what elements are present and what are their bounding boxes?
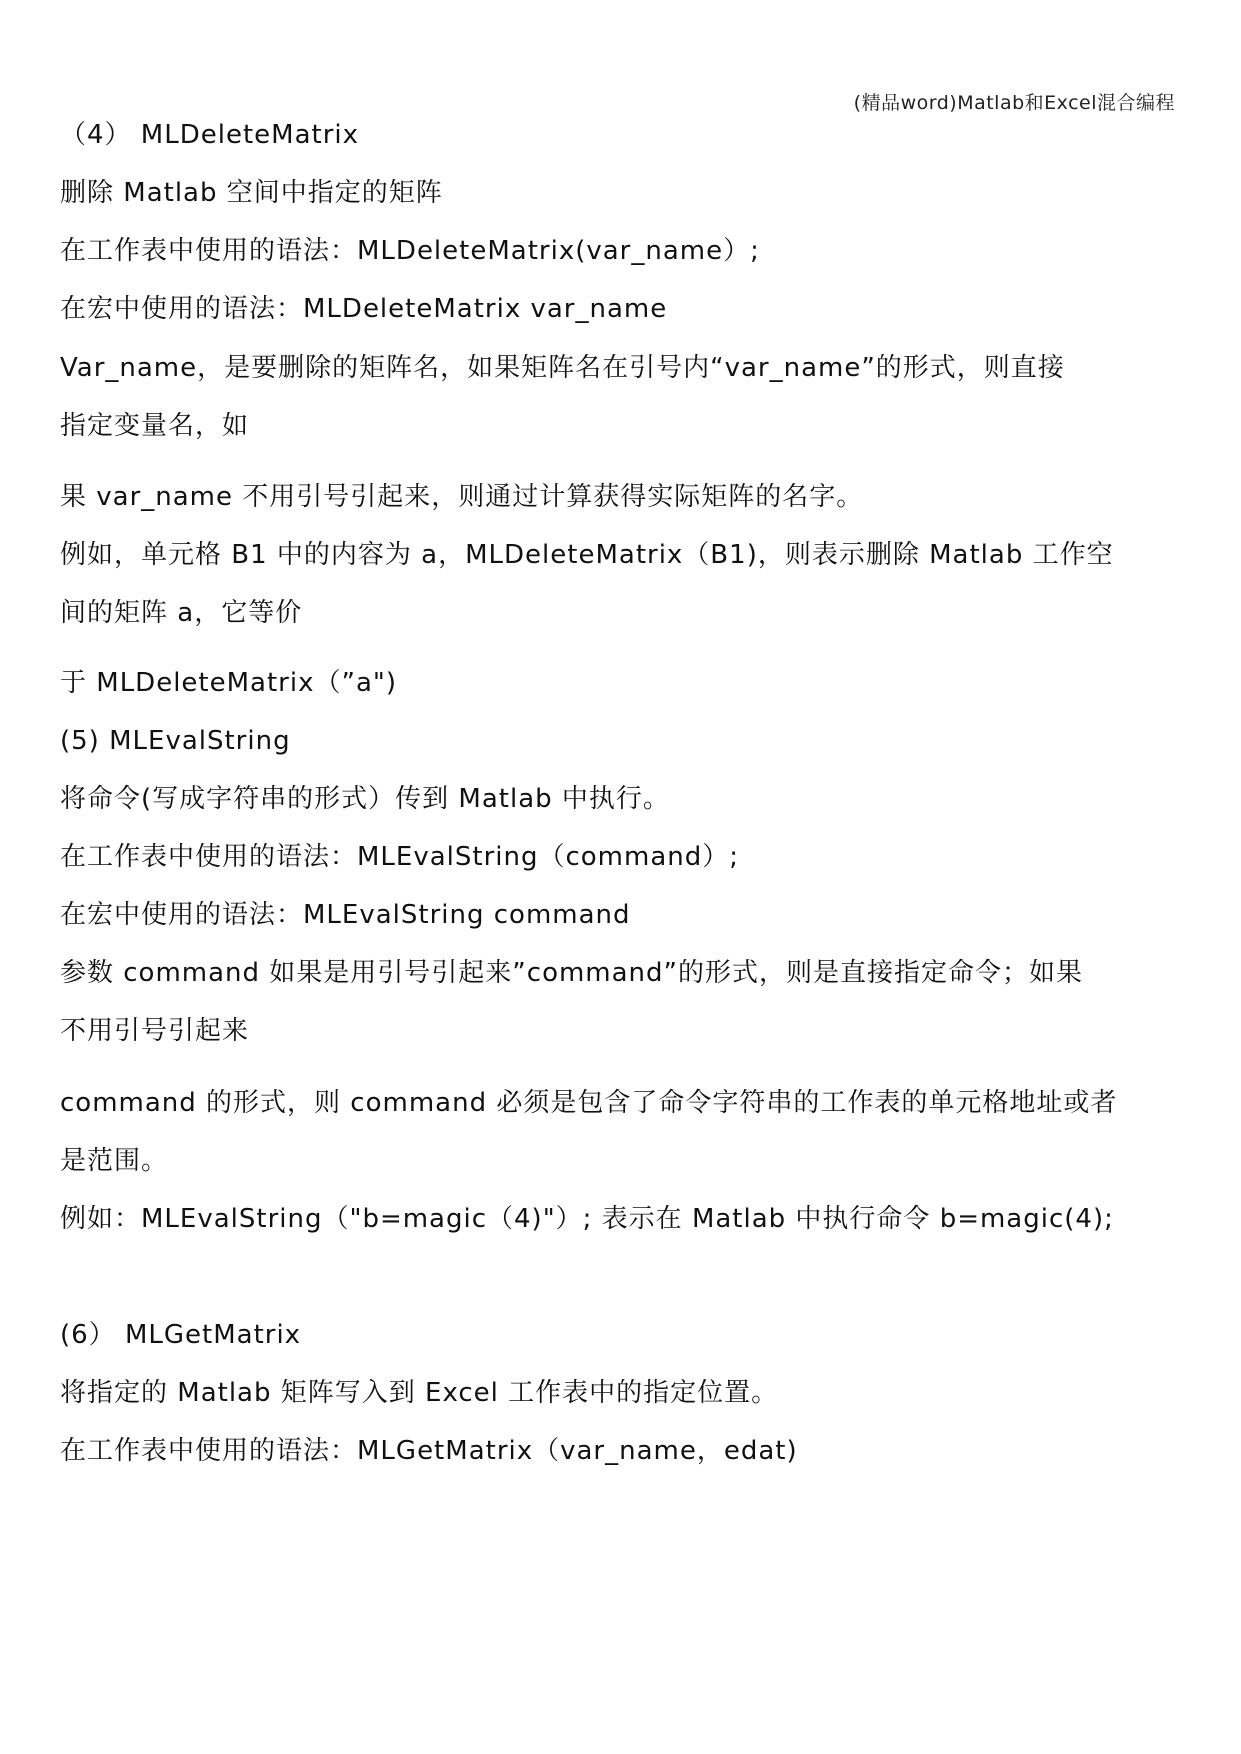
paragraph-line: command 的形式，则 command 必须是包含了命令字符串的工作表的单元格地址或者: [60, 1088, 1118, 1118]
paragraph-line: 参数 command 如果是用引号引起来”command”的形式，则是直接指定命令；如果: [60, 958, 1084, 988]
paragraph-line: 在工作表中使用的语法：MLGetMatrix（var_name，edat): [60, 1436, 798, 1466]
paragraph-line: 指定变量名，如: [60, 411, 250, 441]
paragraph-line: 在工作表中使用的语法：MLDeleteMatrix(var_name）;: [60, 236, 760, 266]
paragraph-line: 于 MLDeleteMatrix（”a"): [60, 668, 397, 698]
paragraph-line: 不用引号引起来: [60, 1016, 250, 1046]
paragraph-line: 在工作表中使用的语法：MLEvalString（command）;: [60, 842, 740, 872]
paragraph-line: Var_name，是要删除的矩阵名，如果矩阵名在引号内“var_name”的形式，则直接: [60, 353, 1065, 383]
section-heading-4: （4） MLDeleteMatrix: [60, 120, 360, 150]
section-heading-5: (5) MLEvalString: [60, 726, 291, 756]
paragraph-line: 例如，单元格 B1 中的内容为 a，MLDeleteMatrix（B1)，则表示删除 Matlab 工作空: [60, 540, 1114, 570]
paragraph-line: 将命令(写成字符串的形式）传到 Matlab 中执行。: [60, 784, 670, 814]
paragraph-line: 间的矩阵 a，它等价: [60, 598, 303, 628]
paragraph-line: 例如：MLEvalString（"b=magic（4)"）; 表示在 Matlab 中执行命令 b=magic(4);: [60, 1204, 1114, 1234]
paragraph-line: 果 var_name 不用引号引起来，则通过计算获得实际矩阵的名字。: [60, 482, 864, 512]
paragraph-line: 是范围。: [60, 1146, 169, 1176]
paragraph-line: 将指定的 Matlab 矩阵写入到 Excel 工作表中的指定位置。: [60, 1378, 779, 1408]
page-header: (精品word)Matlab和Excel混合编程: [853, 92, 1175, 114]
paragraph-line: 在宏中使用的语法：MLEvalString command: [60, 900, 631, 930]
paragraph-line: 在宏中使用的语法：MLDeleteMatrix var_name: [60, 294, 668, 324]
paragraph-line: 删除 Matlab 空间中指定的矩阵: [60, 178, 443, 208]
section-heading-6: (6） MLGetMatrix: [60, 1320, 302, 1350]
